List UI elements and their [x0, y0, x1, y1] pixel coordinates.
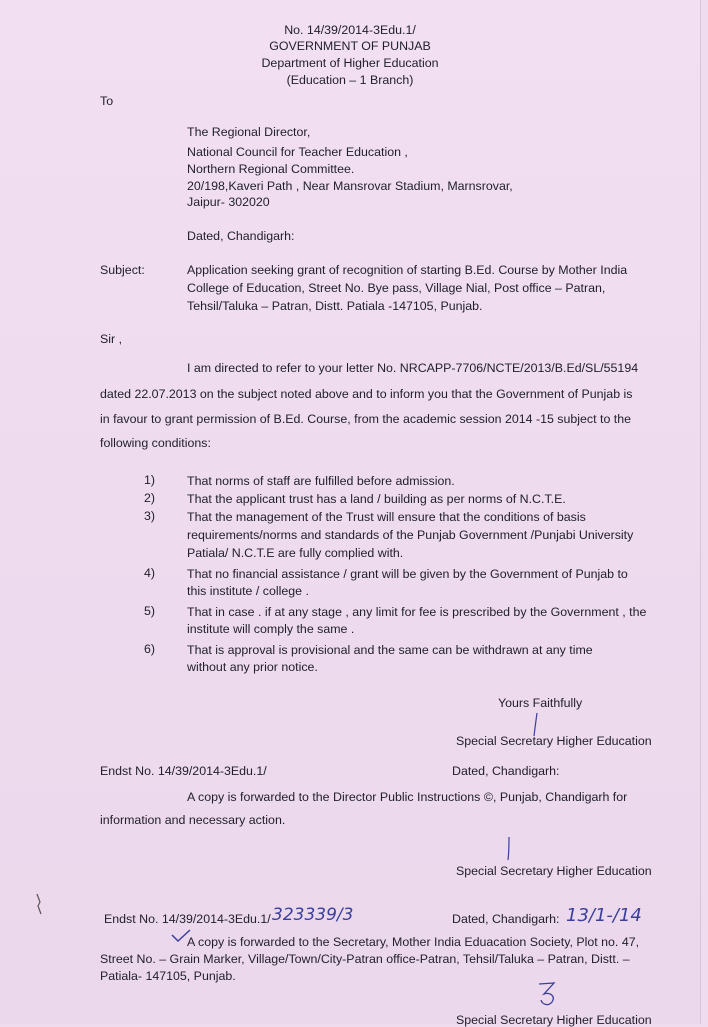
condition-text: That norms of staff are fulfilled before admission. — [187, 474, 455, 488]
margin-mark — [34, 892, 46, 916]
department-name: Department of Higher Education — [261, 56, 439, 70]
subject-line: Application seeking grant of recognition of starting B.Ed. Course by Mother India — [187, 263, 628, 277]
subject-line: College of Education, Street No. Bye pass, Village Nial, Post office – Patran, — [187, 281, 606, 295]
condition-number: 1) — [144, 473, 156, 487]
signatory: Special Secretary Higher Education — [456, 734, 652, 748]
condition-text: without any prior notice. — [187, 660, 318, 674]
handwritten-number: 323339/3 — [272, 905, 354, 925]
recipient-address: 20/198,Kaveri Path , Near Mansrovar Stadium, Marnsrovar, — [187, 179, 513, 193]
recipient-org: National Council for Teacher Education , — [187, 145, 408, 159]
recipient-title: The Regional Director, — [187, 125, 311, 139]
condition-text: That the management of the Trust will ensure that the conditions of basis — [187, 510, 586, 524]
closing: Yours Faithfully — [498, 696, 583, 710]
condition-text: That in case . if at any stage , any limit for fee is prescribed by the Government , the — [187, 605, 647, 619]
endst-line: Street No. – Grain Marker, Village/Town/City-Patran office-Patran, Tehsil/Taluka – Patran, Distt. – — [100, 952, 630, 966]
letter-number: No. 14/39/2014-3Edu.1/ — [284, 23, 416, 37]
condition-text: That the applicant trust has a land / building as per norms of N.C.T.E. — [187, 492, 566, 506]
condition-text: That no financial assistance / grant will be given by the Government of Punjab to — [187, 567, 628, 581]
government-name: GOVERNMENT OF PUNJAB — [269, 39, 431, 53]
body-line: I am directed to refer to your letter No. NRCAPP-7706/NCTE/2013/B.Ed/SL/55194 — [187, 361, 639, 375]
recipient-city: Jaipur- 302020 — [187, 195, 270, 209]
condition-text: Patiala/ N.C.T.E are fully complied with. — [187, 546, 404, 560]
endst-line: A copy is forwarded to the Secretary, Mother India Eduacation Society, Plot no. 47, — [187, 935, 640, 949]
condition-text: institute will comply the same . — [187, 622, 355, 636]
condition-text: this institute / college . — [187, 584, 309, 598]
body-line: in favour to grant permission of B.Ed. Course, from the academic session 2014 -15 subject to the — [100, 412, 632, 426]
condition-number: 5) — [144, 604, 156, 618]
condition-text: That is approval is provisional and the same can be withdrawn at any time — [187, 643, 593, 657]
endst-number: Endst No. 14/39/2014-3Edu.1/ — [104, 912, 271, 926]
subject-line: Tehsil/Taluka – Patran, Distt. Patiala -147105, Punjab. — [187, 299, 483, 313]
body-line: following conditions: — [100, 436, 211, 450]
endst-line: A copy is forwarded to the Director Public Instructions ©, Punjab, Chandigarh for — [187, 790, 628, 804]
branch-name: (Education – 1 Branch) — [286, 73, 414, 87]
recipient-committee: Northern Regional Committee. — [187, 162, 355, 176]
condition-number: 4) — [144, 566, 156, 580]
endst-number: Endst No. 14/39/2014-3Edu.1/ — [100, 764, 267, 778]
condition-number: 3) — [144, 509, 156, 523]
condition-number: 2) — [144, 491, 156, 505]
endst-dated: Dated, Chandigarh: — [452, 912, 560, 926]
handwritten-date: 13/1-/14 — [566, 905, 642, 926]
salutation: Sir , — [100, 332, 123, 346]
condition-text: requirements/norms and standards of the Punjab Government /Punjabi University — [187, 528, 634, 542]
endst-dated: Dated, Chandigarh: — [452, 764, 560, 778]
endst-signatory: Special Secretary Higher Education — [456, 1013, 652, 1027]
to-label: To — [100, 94, 114, 108]
signature-scribble — [536, 980, 562, 1010]
endst-signatory: Special Secretary Higher Education — [456, 864, 652, 878]
endst-line: information and necessary action. — [100, 813, 286, 827]
dated-line: Dated, Chandigarh: — [187, 229, 295, 243]
subject-label: Subject: — [100, 263, 145, 277]
condition-number: 6) — [144, 642, 156, 656]
endst-line: Patiala- 147105, Punjab. — [100, 969, 236, 983]
signature-mark — [502, 836, 516, 862]
body-line: dated 22.07.2013 on the subject noted above and to inform you that the Government of Punjab is — [100, 387, 633, 401]
